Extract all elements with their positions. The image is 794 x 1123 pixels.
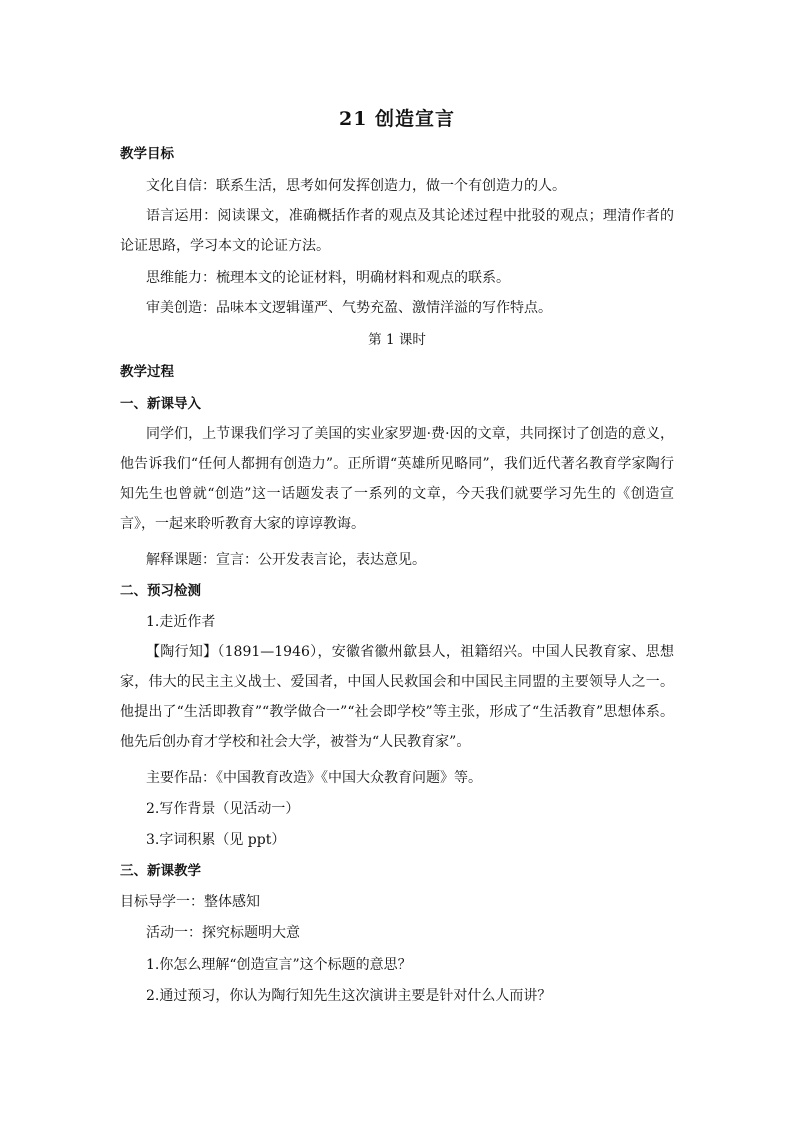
process-heading: 教学过程 [120,364,174,380]
intro-paragraph: 同学们，上节课我们学习了美国的实业家罗迦·费·因的文章，共同探讨了创造的意义，他告诉我们“任何人都拥有创造力”。正所谓“英雄所见略同”，我们近代著名教育学家陶行知先生也曾就“创造”这一话题发表了一系列的文章，今天我们就要学习先生的《创造宣言》，一起来聆听教育大家的谆谆教诲。 [120,426,674,532]
section-teaching-heading: 三、新课教学 [120,863,201,879]
objective-language: 语言运用：阅读课文，准确概括作者的观点及其论述过程中批驳的观点；理清作者的论证思路，学习本文的论证方法。 [120,208,674,254]
author-paragraph: 【陶行知】（1891—1946），安徽省徽州歙县人，祖籍绍兴。中国人民教育家、思想家，伟大的民主主义战士、爱国者，中国人民救国会和中国民主同盟的主要领导人之一。他提出了“生活即教育”“教学做合一”“社会即学校”等主张，形成了“生活教育”思想体系。他先后创办育才学校和社会大学，被誉为“人民教育家”。 [120,644,674,750]
lesson-label: 第 1 课时 [368,332,426,348]
section-preview-heading: 二、预习检测 [120,583,201,599]
objective-thinking: 思维能力：梳理本文的论证材料，明确材料和观点的联系。 [146,270,510,286]
main-works: 主要作品：《中国教育改造》《中国大众教育问题》等。 [146,770,482,786]
objective-culture: 文化自信：联系生活，思考如何发挥创造力，做一个有创造力的人。 [146,178,566,194]
document-title: 21 创造宣言 [338,108,456,130]
activity-heading: 活动一：探究标题明大意 [146,925,300,941]
question-1: 1.你怎么理解“创造宣言”这个标题的意思？ [146,957,412,973]
objectives-heading: 教学目标 [120,146,174,162]
question-2: 2.通过预习，你认为陶行知先生这次演讲主要是针对什么人而讲？ [146,988,552,1004]
preview-item-author: 1.走近作者 [146,614,216,630]
target-heading: 目标导学一：整体感知 [120,894,260,910]
objective-aesthetic: 审美创造：品味本文逻辑谨严、气势充盈、激情洋溢的写作特点。 [146,300,552,316]
section-intro-heading: 一、新课导入 [120,396,201,412]
preview-item-vocabulary: 3.字词积累（见 ppt） [146,832,286,848]
preview-item-background: 2.写作背景（见活动一） [146,801,300,817]
title-explanation: 解释课题：宣言：公开发表言论，表达意见。 [146,552,426,568]
